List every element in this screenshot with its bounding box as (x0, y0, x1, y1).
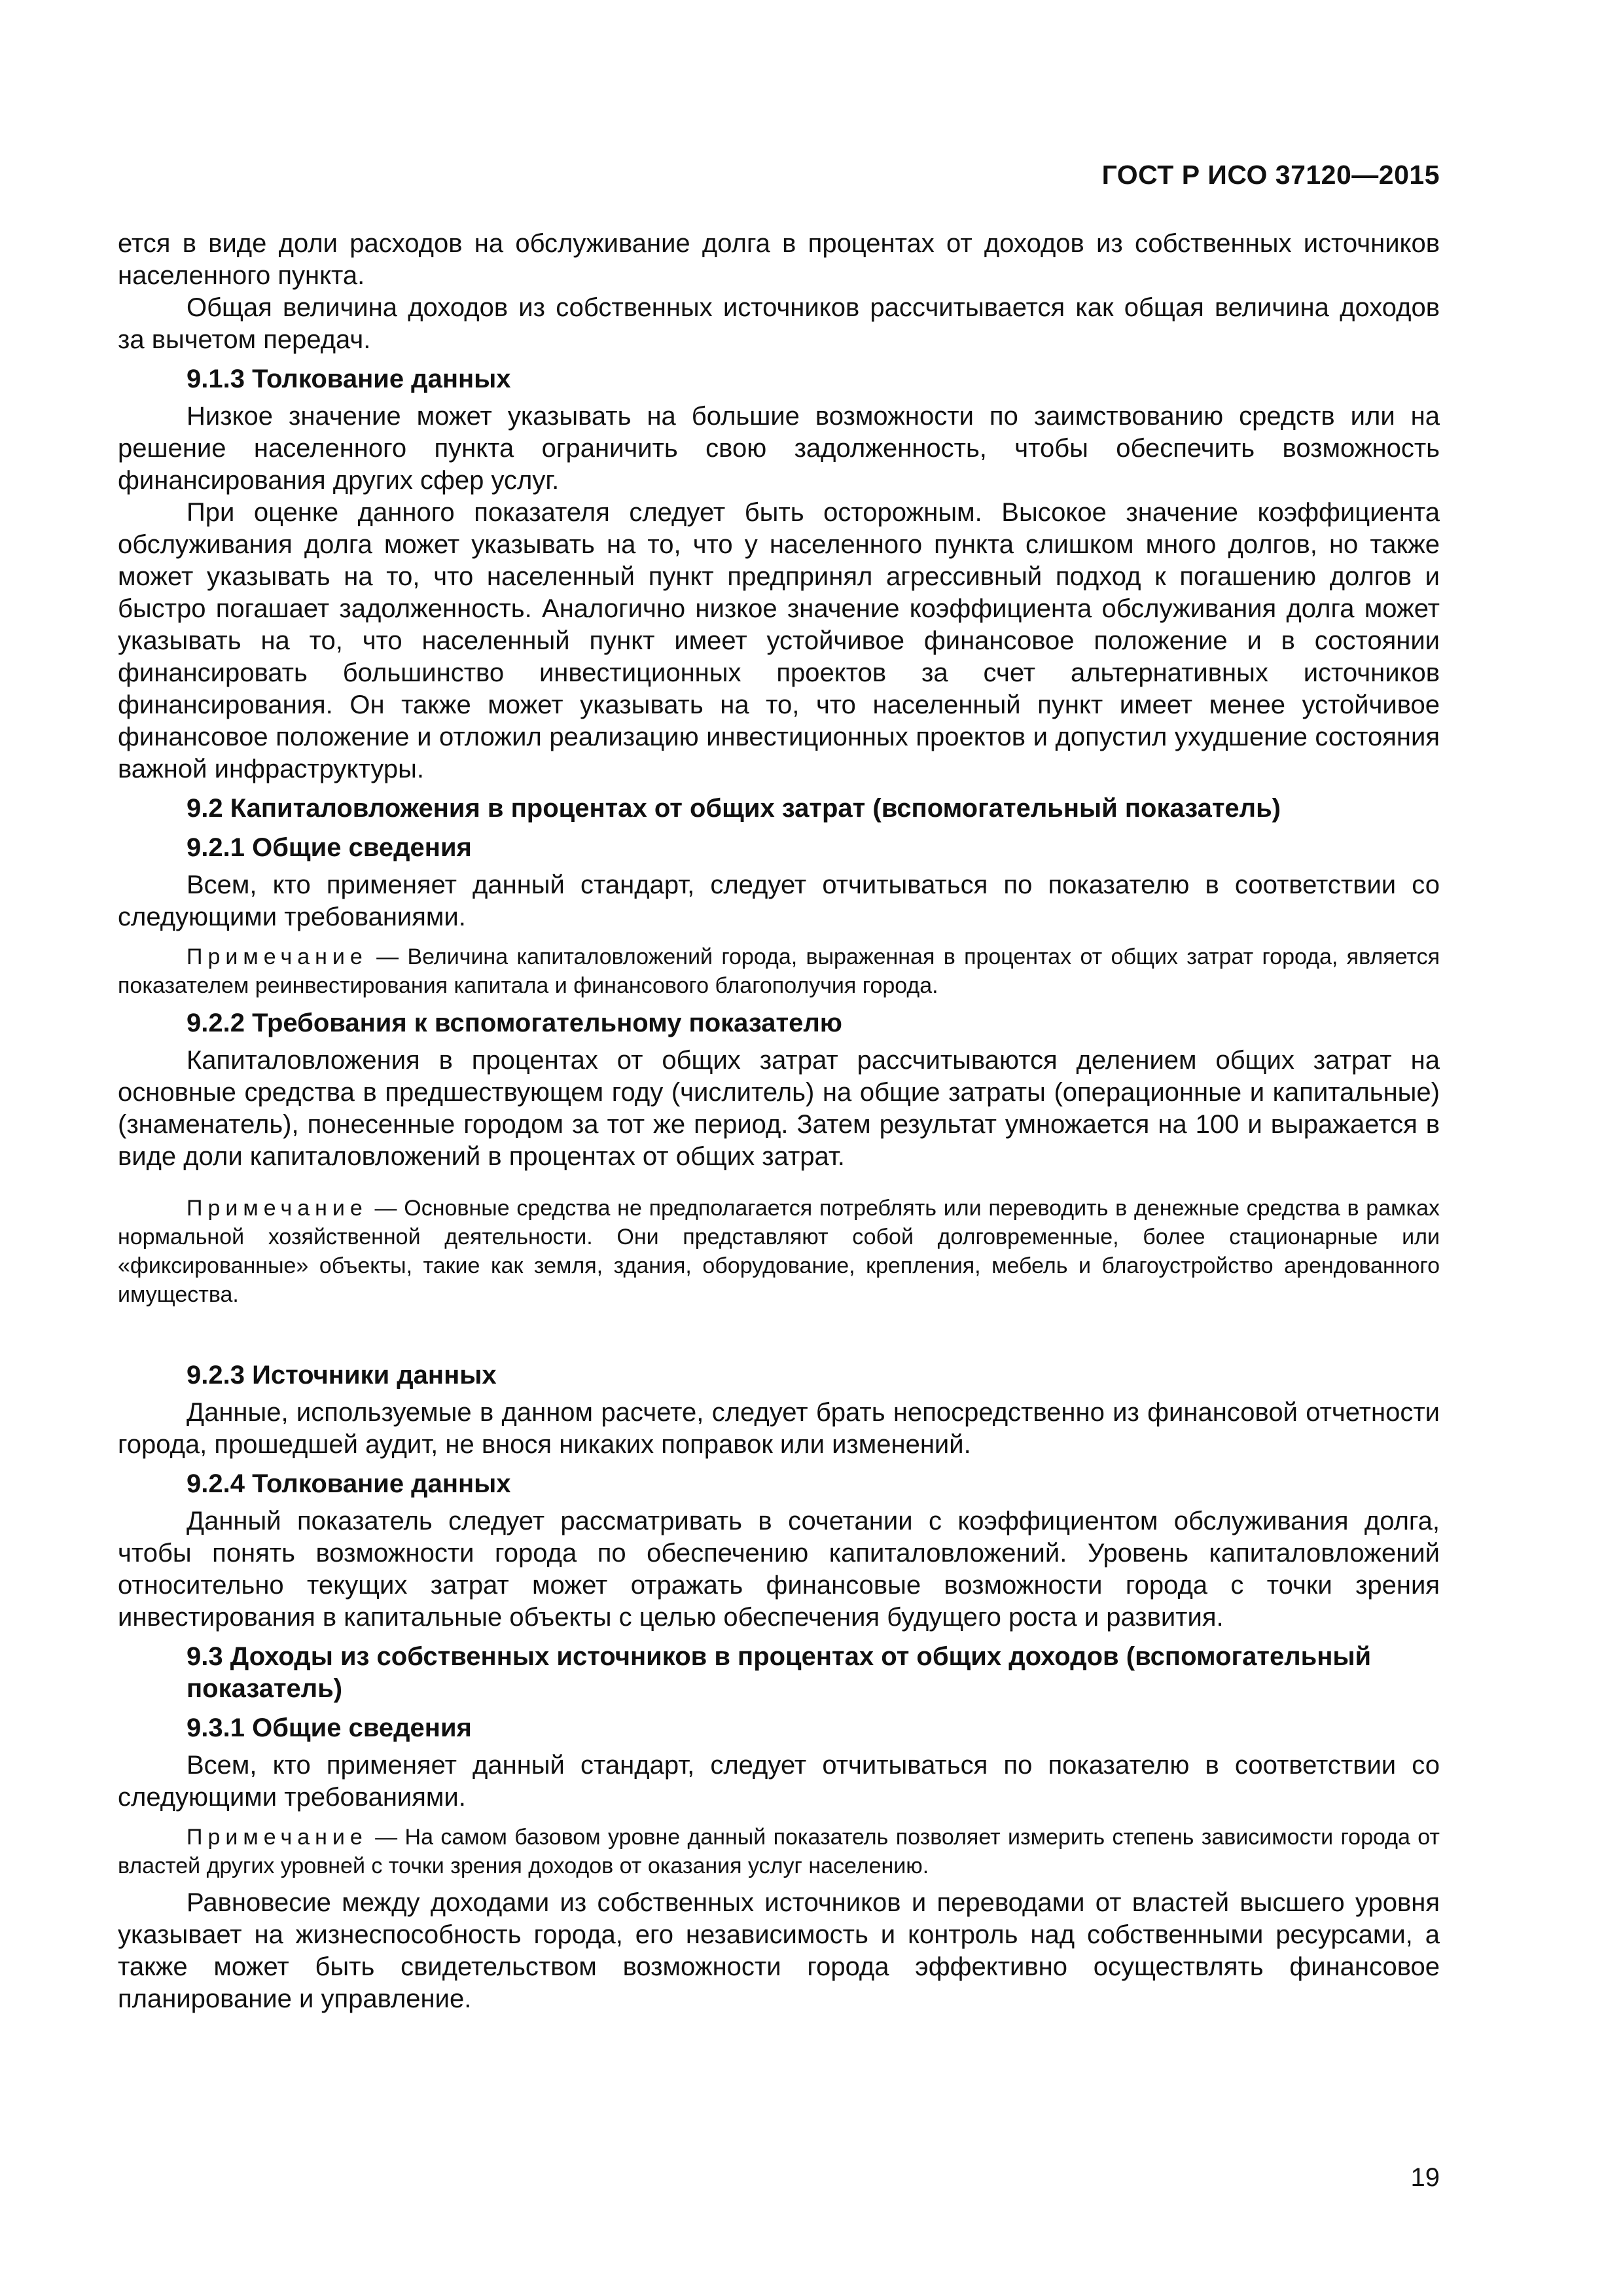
page-number: 19 (1410, 2163, 1440, 2192)
note-label: Примечание (187, 1196, 368, 1221)
section-heading-9-2-1: 9.2.1 Общие сведения (187, 833, 472, 862)
note-label: Примечание (187, 944, 368, 969)
paragraph: При оценке данного показателя следует быть осторожным. Высокое значение коэффициента обслуживания долга может указывать на то, что у населенного пункта слишком много долгов, но также может указывать на то, что населенный пункт предпринял агрессивный подход к погашению долгов и быстро погашает задолженность. Аналогично низкое значение коэффициента обслуживания долга может указывать на то, что населенный пункт имеет устойчивое финансовое положение и в состоянии финансировать большинство инвестиционных проектов за счет альтернативных источников финансирования. Он также может указывать на то, что населенный пункт имеет менее устойчивое финансовое положение и отложил реализацию инвестиционных проектов и допустил ухудшение состояния важной инфраструктуры. (118, 498, 1440, 783)
section-heading-9-2-4: 9.2.4 Толкование данных (187, 1469, 511, 1498)
document-page (118, 0, 1440, 2296)
section-heading-9-2-2: 9.2.2 Требования к вспомогательному показателю (187, 1009, 842, 1037)
section-heading-9-2: 9.2 Капиталовложения в процентах от общих затрат (вспомогательный показатель) (187, 794, 1281, 823)
spacer (118, 1173, 1440, 1185)
paragraph-continuation: ется в виде доли расходов на обслуживание долга в процентах от доходов из собственных источников населенного пункта. (118, 229, 1440, 290)
paragraph: Данный показатель следует рассматривать в сочетании с коэффициентом обслуживания долга, чтобы понять возможности города по обеспечению капиталовложений. Уровень капиталовложений относительно текущих затрат может отражать финансовые возможности города с точки зрения инвестирования в капитальные объекты с целью обеспечения будущего роста и развития. (118, 1507, 1440, 1632)
paragraph: Всем, кто применяет данный стандарт, следует отчитываться по показателю в соответствии со следующими требованиями. (118, 1751, 1440, 1812)
note-text: — На самом базовом уровне данный показатель позволяет измерить степень зависимости города от властей других уровней с точки зрения доходов от оказания услуг населению. (118, 1825, 1440, 1878)
paragraph: Всем, кто применяет данный стандарт, следует отчитываться по показателю в соответствии со следующими требованиями. (118, 870, 1440, 931)
note (118, 1823, 1440, 1880)
note-text: — Величина капиталовложений города, выраженная в процентах от общих затрат города, является показателем реинвестирования капитала и финансового благополучия города. (118, 944, 1440, 998)
note (118, 1194, 1440, 1309)
document-body (118, 228, 1440, 2015)
spacer (118, 1316, 1440, 1352)
section-heading-9-1-3: 9.1.3 Толкование данных (187, 365, 511, 393)
section-heading-9-3: 9.3 Доходы из собственных источников в процентах от общих доходов (вспомогательный показатель) (187, 1642, 1372, 1703)
section-heading-9-2-3: 9.2.3 Источники данных (187, 1361, 497, 1390)
note-label: Примечание (187, 1825, 368, 1850)
paragraph: Низкое значение может указывать на большие возможности по заимствованию средств или на решение населенного пункта ограничить свою задолженность, чтобы обеспечить возможность финансирования других сфер услуг. (118, 402, 1440, 495)
note (118, 942, 1440, 1000)
paragraph: Капиталовложения в процентах от общих затрат рассчитываются делением общих затрат на основные средства в предшествующем году (числитель) на общие затраты (операционные и капитальные) (знаменатель), понесенные городом за тот же период. Затем результат умножается на 100 и выражается в виде доли капиталовложений в процентах от общих затрат. (118, 1046, 1440, 1171)
note-text: — Основные средства не предполагается потреблять или переводить в денежные средства в рамках нормальной хозяйственной деятельности. Они представляют собой долговременные, более стационарные или «фиксированные» объекты, такие как земля, здания, оборудование, крепления, мебель и благоустройство арендованного имущества. (118, 1196, 1440, 1307)
standard-header: ГОСТ Р ИСО 37120—2015 (1101, 160, 1440, 190)
paragraph: Общая величина доходов из собственных источников рассчитывается как общая величина доходов за вычетом передач. (118, 293, 1440, 354)
section-heading-9-3-1: 9.3.1 Общие сведения (187, 1713, 472, 1742)
paragraph: Равновесие между доходами из собственных источников и переводами от властей высшего уровня указывает на жизнеспособность города, его независимость и контроль над собственными ресурсами, а также может быть свидетельством возможности города эффективно осуществлять финансовое планирование и управление. (118, 1888, 1440, 2013)
paragraph: Данные, используемые в данном расчете, следует брать непосредственно из финансовой отчетности города, прошедшей аудит, не внося никаких поправок или изменений. (118, 1398, 1440, 1459)
